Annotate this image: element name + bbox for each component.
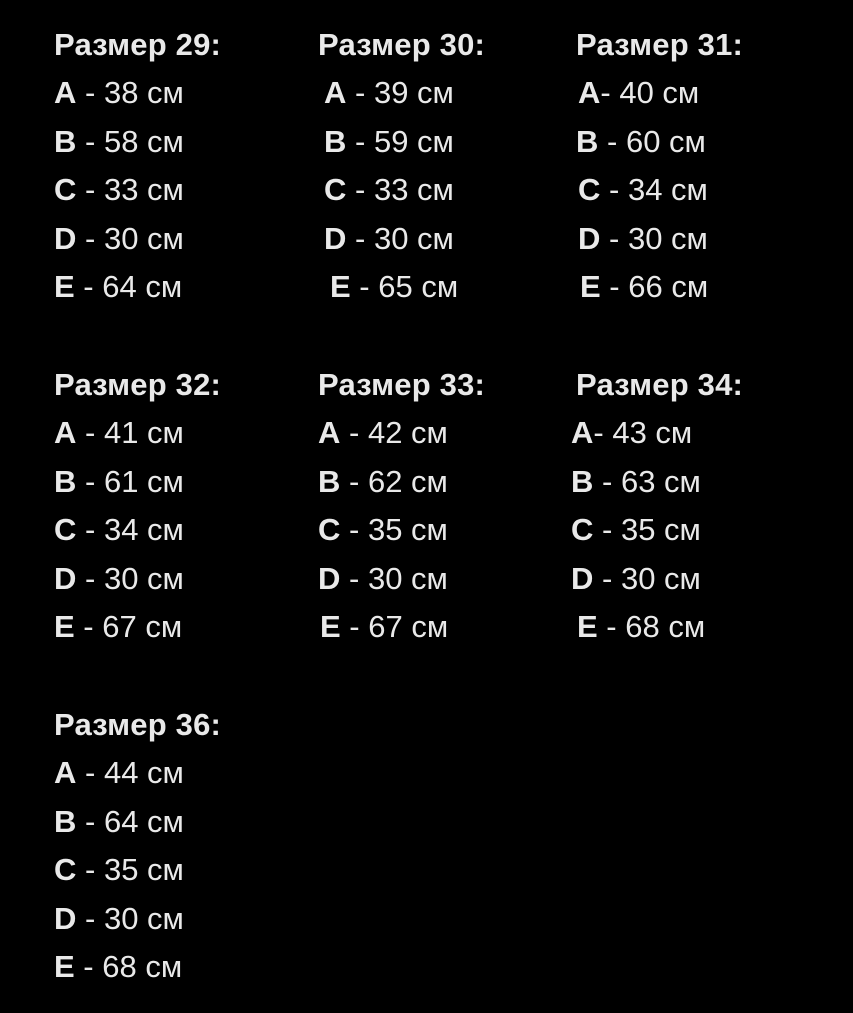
measurement-letter: E — [54, 269, 75, 304]
measurement-separator: - — [593, 560, 621, 596]
measurement-value: 63 см — [620, 463, 701, 499]
measurement-separator: - — [340, 463, 368, 499]
size-block-32 — [54, 367, 314, 657]
measurement-row-c — [318, 511, 578, 548]
measurement-row-b — [54, 123, 314, 160]
measurement-list — [318, 74, 578, 305]
measurement-letter: A — [324, 75, 347, 110]
measurement-letter: D — [571, 560, 594, 596]
measurement-letter: C — [324, 172, 347, 207]
measurement-letter: B — [571, 463, 594, 499]
measurement-row-e — [54, 948, 314, 985]
measurement-value: 65 см — [378, 269, 459, 304]
measurement-value: 67 см — [102, 609, 183, 644]
measurement-row-e — [318, 608, 578, 645]
size-title: Размер 29: — [54, 27, 222, 62]
measurement-letter: C — [318, 512, 341, 547]
measurement-row-b — [318, 463, 578, 500]
measurement-row-b — [571, 463, 836, 500]
measurement-letter: A — [54, 415, 77, 450]
measurement-value: 35 см — [367, 512, 448, 547]
measurement-row-c — [54, 511, 314, 548]
size-block-36 — [54, 707, 314, 997]
measurement-value: 33 см — [373, 172, 454, 207]
measurement-value: 58 см — [103, 123, 184, 159]
measurement-separator: - — [600, 220, 628, 256]
measurement-value: 40 см — [619, 75, 700, 110]
measurement-letter: E — [54, 949, 75, 984]
measurement-separator: - — [76, 415, 104, 450]
measurement-list — [54, 754, 314, 985]
measurement-separator: - — [346, 75, 374, 110]
measurement-row-e — [54, 268, 314, 305]
measurement-separator: - — [600, 172, 628, 207]
measurement-letter: A — [54, 75, 77, 110]
measurement-value: 64 см — [103, 803, 184, 839]
measurement-letter: A — [578, 75, 601, 110]
measurement-separator: - — [600, 269, 629, 304]
measurement-letter: B — [318, 463, 341, 499]
measurement-letter: E — [54, 609, 75, 644]
measurement-row-a — [576, 74, 836, 111]
measurement-separator: - — [76, 463, 104, 499]
measurement-separator: - — [598, 123, 626, 159]
measurement-list — [576, 74, 836, 305]
size-title: Размер 30: — [318, 27, 486, 62]
measurement-separator: - — [76, 900, 104, 936]
measurement-value: 30 см — [103, 560, 184, 596]
measurement-separator: - — [600, 75, 620, 110]
measurement-row-c — [571, 511, 836, 548]
measurement-row-e — [576, 268, 836, 305]
measurement-letter: A — [318, 415, 341, 450]
measurement-row-d — [576, 220, 836, 257]
measurement-value: 60 см — [625, 123, 706, 159]
measurement-row-a — [54, 754, 314, 791]
measurement-letter: B — [54, 463, 77, 499]
measurement-row-a — [54, 74, 314, 111]
size-block-30 — [318, 27, 578, 317]
measurement-letter: C — [578, 172, 601, 207]
measurement-letter: C — [571, 512, 594, 547]
measurement-separator: - — [340, 560, 368, 596]
measurement-value: 64 см — [102, 269, 183, 304]
size-title: Размер 36: — [54, 707, 222, 742]
measurement-row-e — [54, 608, 314, 645]
measurement-letter: D — [54, 220, 77, 256]
measurement-value: 59 см — [373, 123, 454, 159]
measurement-separator: - — [74, 269, 103, 304]
size-title: Размер 32: — [54, 367, 222, 402]
measurement-row-b — [324, 123, 578, 160]
measurement-letter: B — [54, 803, 77, 839]
measurement-value: 34 см — [103, 512, 184, 547]
measurement-separator: - — [593, 463, 621, 499]
measurement-value: 30 см — [620, 560, 701, 596]
measurement-separator: - — [76, 852, 104, 887]
measurement-row-b — [576, 123, 836, 160]
measurement-separator: - — [346, 220, 374, 256]
measurement-value: 67 см — [368, 609, 449, 644]
measurement-separator: - — [340, 512, 368, 547]
measurement-separator: - — [76, 755, 104, 790]
measurement-separator: - — [74, 609, 103, 644]
measurement-letter: A — [54, 755, 77, 790]
measurement-letter: D — [318, 560, 341, 596]
measurement-value: 33 см — [103, 172, 184, 207]
measurement-letter: D — [54, 560, 77, 596]
size-block-31 — [576, 27, 836, 317]
measurement-row-d — [54, 220, 314, 257]
measurement-letter: B — [54, 123, 77, 159]
measurement-separator: - — [346, 172, 374, 207]
size-title: Размер 34: — [576, 367, 744, 402]
measurement-value: 30 см — [627, 220, 708, 256]
measurement-letter: E — [330, 269, 351, 304]
measurement-row-d — [324, 220, 578, 257]
measurement-letter: E — [577, 609, 598, 644]
measurement-letter: E — [320, 609, 341, 644]
measurement-value: 68 см — [102, 949, 183, 984]
measurement-row-a — [571, 414, 836, 451]
measurement-letter: C — [54, 172, 77, 207]
measurement-separator: - — [76, 75, 104, 110]
measurement-value: 61 см — [103, 463, 184, 499]
size-block-29 — [54, 27, 314, 317]
measurement-letter: C — [54, 852, 77, 887]
measurement-row-d — [54, 900, 314, 937]
measurement-separator: - — [76, 560, 104, 596]
measurement-value: 62 см — [367, 463, 448, 499]
measurement-value: 43 см — [612, 415, 693, 450]
measurement-letter: C — [54, 512, 77, 547]
measurement-value: 30 см — [373, 220, 454, 256]
measurement-value: 41 см — [103, 415, 184, 450]
measurement-letter: B — [324, 123, 347, 159]
size-title: Размер 33: — [318, 367, 486, 402]
measurement-separator: - — [350, 269, 379, 304]
measurement-value: 35 см — [103, 852, 184, 887]
measurement-letter: D — [578, 220, 601, 256]
measurement-row-a — [324, 74, 578, 111]
measurement-letter: A — [571, 415, 594, 450]
measurement-row-d — [571, 560, 836, 597]
measurement-list — [54, 414, 314, 645]
measurement-row-b — [54, 463, 314, 500]
measurement-separator: - — [76, 512, 104, 547]
measurement-separator: - — [593, 512, 621, 547]
measurement-row-e — [571, 608, 836, 645]
measurement-value: 42 см — [367, 415, 448, 450]
measurement-row-a — [318, 414, 578, 451]
measurement-row-d — [54, 560, 314, 597]
measurement-list — [318, 414, 578, 645]
measurement-letter: D — [324, 220, 347, 256]
measurement-separator: - — [340, 609, 369, 644]
measurement-separator: - — [593, 415, 613, 450]
measurement-separator: - — [76, 172, 104, 207]
measurement-separator: - — [74, 949, 103, 984]
measurement-value: 30 см — [103, 220, 184, 256]
measurement-value: 38 см — [103, 75, 184, 110]
measurement-value: 44 см — [103, 755, 184, 790]
measurement-row-c — [54, 851, 314, 888]
measurement-separator: - — [346, 123, 374, 159]
measurement-value: 30 см — [367, 560, 448, 596]
measurement-separator: - — [340, 415, 368, 450]
measurement-value: 68 см — [625, 609, 706, 644]
measurement-value: 34 см — [627, 172, 708, 207]
measurement-value: 35 см — [620, 512, 701, 547]
measurement-list — [571, 414, 836, 645]
measurement-separator: - — [76, 123, 104, 159]
measurement-value: 66 см — [628, 269, 709, 304]
size-title: Размер 31: — [576, 27, 744, 62]
size-block-34 — [571, 367, 836, 657]
measurement-row-d — [318, 560, 578, 597]
measurement-separator: - — [76, 220, 104, 256]
measurement-list — [54, 74, 314, 305]
measurement-row-c — [324, 171, 578, 208]
measurement-row-a — [54, 414, 314, 451]
measurement-row-e — [324, 268, 578, 305]
measurement-row-b — [54, 803, 314, 840]
size-block-33 — [318, 367, 578, 657]
measurement-row-c — [576, 171, 836, 208]
measurement-value: 30 см — [103, 900, 184, 936]
measurement-separator: - — [76, 803, 104, 839]
measurement-letter: E — [580, 269, 601, 304]
measurement-separator: - — [597, 609, 626, 644]
measurement-row-c — [54, 171, 314, 208]
measurement-letter: D — [54, 900, 77, 936]
measurement-letter: B — [576, 123, 599, 159]
measurement-value: 39 см — [373, 75, 454, 110]
